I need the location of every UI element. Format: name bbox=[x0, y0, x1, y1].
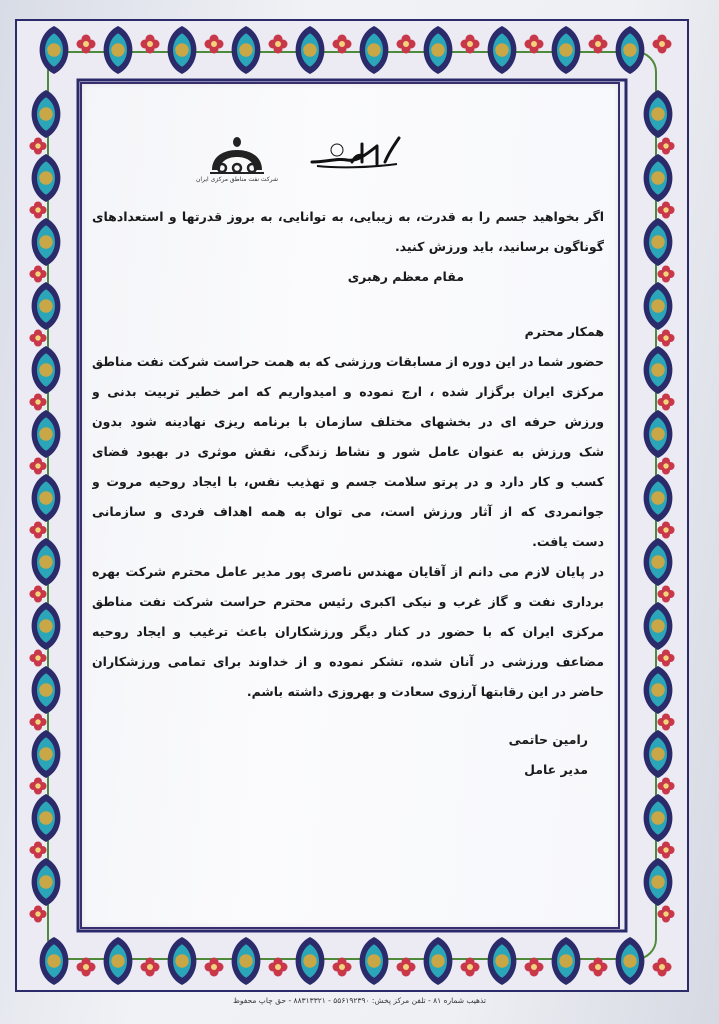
quote-block bbox=[92, 202, 604, 292]
calligraphy-image bbox=[307, 132, 402, 172]
company-logo bbox=[182, 134, 292, 192]
paragraph-line: حاضر در این رقابتها آرزوی سعادت و بهروزی داشته باشم. bbox=[246, 684, 604, 699]
oil-company-emblem-icon bbox=[182, 134, 292, 176]
paragraph-line: ورزش حرفه ای در بخشهای مختلف سازمان با برنامه ریزی نهادینه شود بدون bbox=[92, 414, 604, 429]
bismillah-calligraphy bbox=[307, 132, 402, 172]
paragraph-line: مرکزی ایران که با حضور در کنار دیگر ورزشکاران باعث ترغیب و ایجاد روحیه bbox=[92, 624, 604, 639]
paragraph-line: در پایان لازم می دانم از آقایان مهندس ناصری پور مدیر عامل محترم شرکت بهره bbox=[92, 564, 604, 579]
footer-credit: تذهیب شماره ۸۱ - تلفن مرکز پخش: ۵۵۶۱۹۲۳۹۰ - ۸۸۳۱۳۳۲۱ - حق چاپ محفوظ bbox=[232, 996, 487, 1005]
certificate-paper bbox=[80, 82, 620, 929]
signature-name: رامین حاتمی bbox=[508, 732, 588, 747]
paragraph-line: دست یافت. bbox=[532, 534, 604, 549]
paragraph-line: حضور شما در این دوره از مسابقات ورزشی که به همت حراست شرکت نفت مناطق bbox=[92, 354, 604, 369]
logo-caption: شرکت نفت مناطق مرکزی ایران bbox=[195, 176, 279, 183]
salutation: همکار محترم bbox=[524, 324, 604, 339]
paragraph-line: مضاعف ورزشی در آنان شده، تشکر نموده و از خداوند برای تمامی ورزشکاران bbox=[92, 654, 604, 669]
paragraph-line: برداری نفت و گاز غرب و نیکی اکبری رئیس محترم حراست شرکت نفت مناطق bbox=[92, 594, 604, 609]
quote-line: گوناگون برسانید، باید ورزش کنید. bbox=[394, 239, 604, 254]
paragraph-line: جوانمردی که از آثار ورزش است، می توان به همه اهداف فردی و سازمانی bbox=[92, 504, 604, 519]
paragraph-line: مرکزی ایران برگزار شده ، ارج نموده و امیدواریم که امر خطیر تربیت بدنی و bbox=[92, 384, 604, 399]
quote-author: مقام معظم رهبری bbox=[347, 269, 464, 284]
letter-body bbox=[92, 317, 604, 707]
paragraph-line: شک ورزش به عنوان عامل شور و نشاط زندگی، نقش موثری در بهبود فضای bbox=[92, 444, 604, 459]
paragraph-line: کسب و کار دارد و در پرتو سلامت جسم و تهذیب نفس، با ایجاد روحیه مروت و bbox=[92, 474, 604, 489]
signature-title: مدیر عامل bbox=[524, 762, 588, 777]
quote-line: اگر بخواهید جسم را به قدرت، به زیبایی، به توانایی، به بروز قدرتها و استعدادهای bbox=[92, 209, 604, 224]
